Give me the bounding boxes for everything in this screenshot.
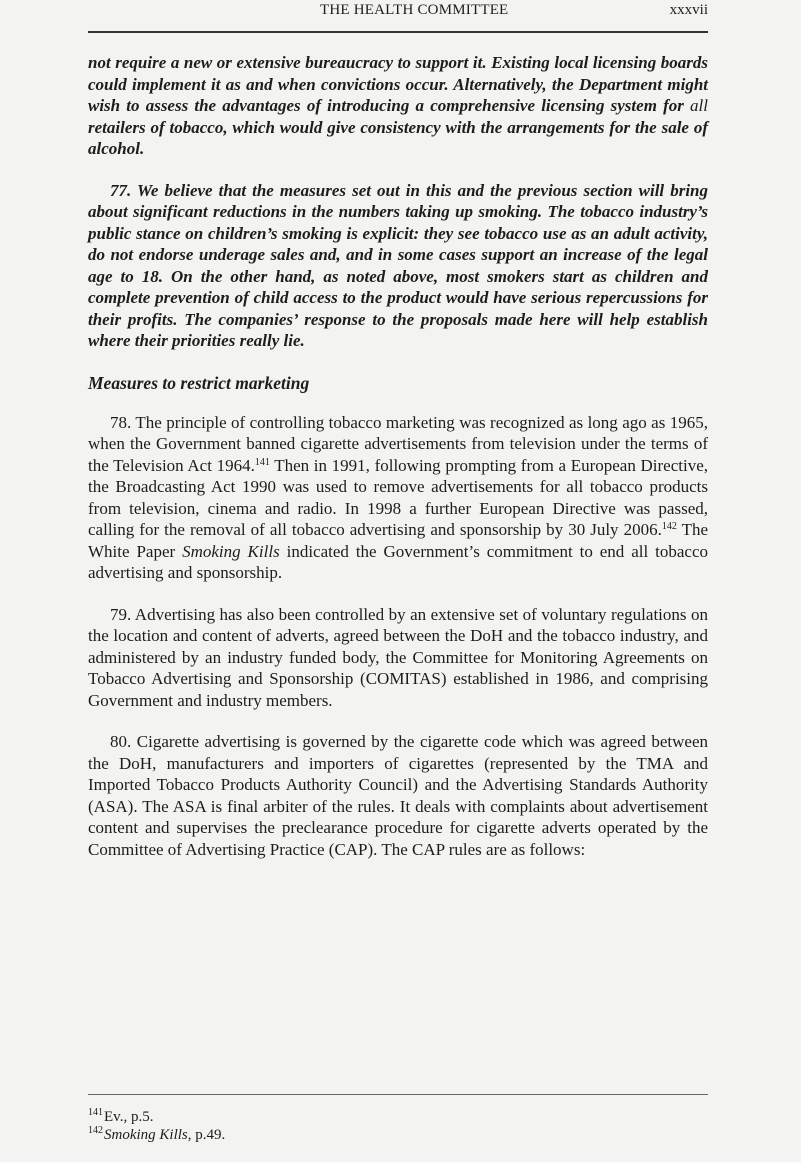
p1-end: retailers of tobacco, which would give consistency with the arrangements for the sale of alcohol. bbox=[88, 117, 708, 158]
p3-part-d: indicated the Government’s commitment to end all tobacco advertising and sponsorship. bbox=[88, 541, 708, 582]
footnote-text: , p.49. bbox=[187, 1127, 226, 1143]
p1-text: not require a new or extensive bureaucracy to support it. Existing local licensing boards could implement it as and when convictions occur. Alternatively, the Department might wish to assess the advantages of introducing a comprehensive licensing system for bbox=[88, 53, 708, 115]
page-header bbox=[88, 2, 708, 24]
footnotes bbox=[88, 1108, 708, 1144]
paragraph-79: 79. Advertising has also been controlled by an extensive set of voluntary regulations on the location and content of adverts, agreed between the DoH and the tobacco industry, and administered by an industry funded body, the Committee for Monitoring Agreements on Tobacco Advertising and Sponsorship (COMITAS) established in 1986, and comprising Government and industry members. bbox=[88, 604, 708, 710]
p3-part-b: Then in 1991, following prompting from a European Directive, the Broadcasting Act 1990 was used to remove advertisements for all tobacco products from television, cinema and radio. In 1998 a further European Directive was passed, calling for the removal of all tobacco advertising and sponsorship by 30 July 2006. bbox=[88, 455, 708, 539]
header-rule bbox=[88, 31, 708, 33]
footnote-emphasis: Smoking Kills bbox=[104, 1127, 188, 1143]
footnote-number: 141 bbox=[88, 1107, 103, 1118]
footnote-ref-142[interactable]: 142 bbox=[661, 521, 677, 532]
p1-emphasis: all bbox=[690, 96, 708, 115]
footnote-text: Ev., p.5. bbox=[104, 1109, 154, 1125]
running-head: THE HEALTH COMMITTEE bbox=[320, 2, 509, 18]
section-heading: Measures to restrict marketing bbox=[88, 372, 310, 393]
footnote-rule bbox=[88, 1094, 708, 1095]
footnote-ref-141[interactable]: 141 bbox=[254, 456, 270, 468]
p3-part-a: 78. The principle of controlling tobacco marketing was recognized as long ago as 1965, when the Government banned cigarette advertisements from television under the terms of the Television Act 1964. bbox=[88, 412, 708, 475]
paragraph-76-continued bbox=[88, 52, 708, 160]
body-text bbox=[88, 52, 708, 880]
page-number: xxxvii bbox=[669, 2, 708, 18]
footnote-number: 142 bbox=[88, 1125, 103, 1136]
paragraph-80: 80. Cigarette advertising is governed by the cigarette code which was agreed between the DoH, manufacturers and importers of cigarettes (represented by the TMA and Imported Tobacco Products Authority Council) and the Advertising Standards Authority (ASA). The ASA is final arbiter of the rules. It deals with complaints about advertisement content and supervises the preclearance procedure for cigarette adverts operated by the Committee of Advertising Practice (CAP). The CAP rules are as follows: bbox=[88, 732, 708, 859]
footnote-142 bbox=[88, 1126, 708, 1144]
paragraph-77: 77. We believe that the measures set out in this and the previous section will bring about significant reductions in the numbers taking up smoking. The tobacco industry’s public stance on children’s smoking is explicit: they see tobacco use as an adult activity, do not endorse underage sales and, and in some cases support an increase of the legal age to 18. On the other hand, as noted above, most smokers start as children and complete prevention of child access to the product would have serious repercussions for their profits. The companies’ response to the proposals made here will help establish where their priorities really lie. bbox=[88, 180, 708, 350]
footnote-141 bbox=[88, 1108, 708, 1126]
paragraph-78 bbox=[88, 412, 708, 584]
p3-part-c: The White Paper bbox=[88, 520, 708, 561]
p3-emphasis: Smoking Kills bbox=[182, 541, 280, 561]
